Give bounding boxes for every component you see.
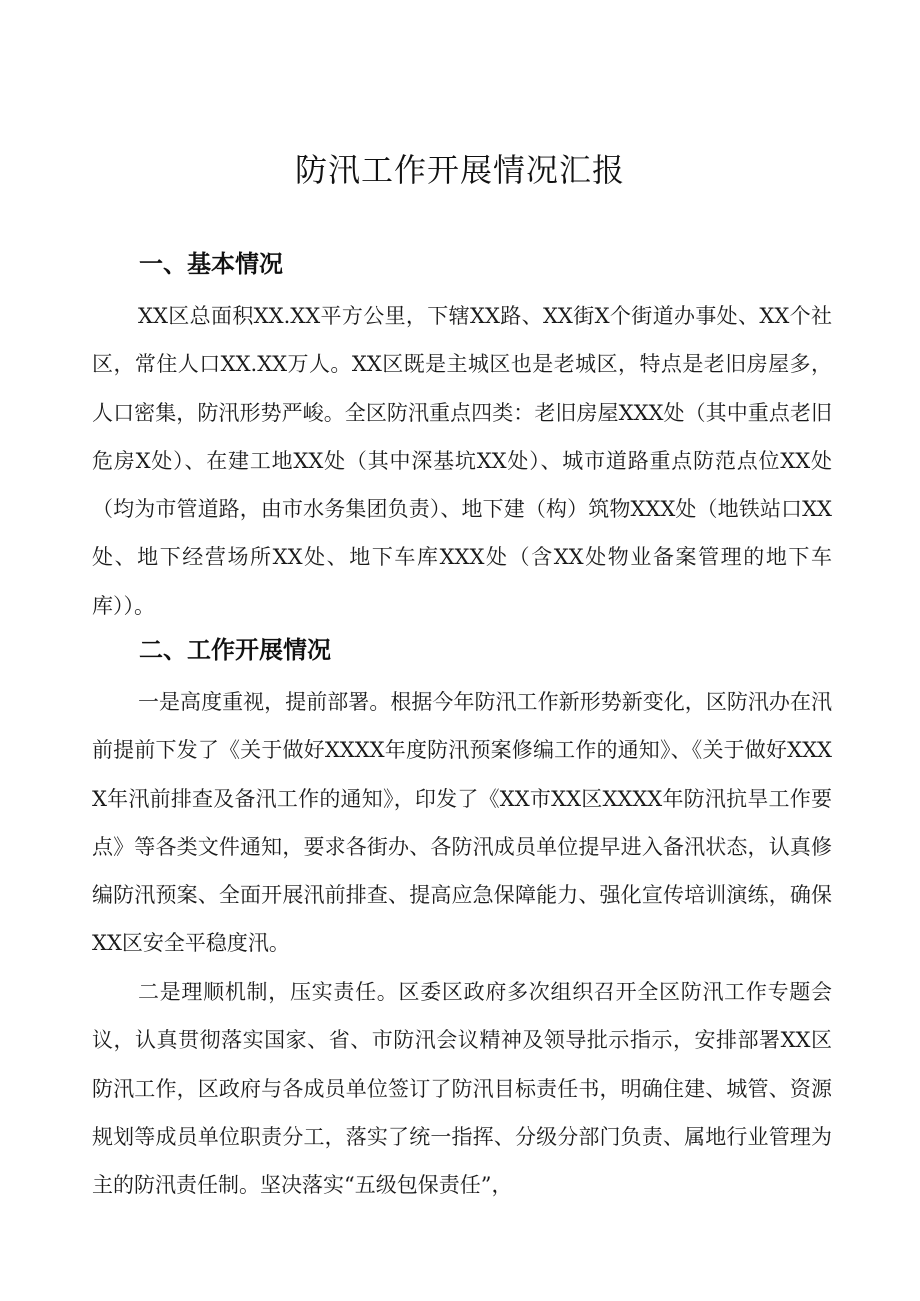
paragraph-high-priority: 一是高度重视，提前部署。根据今年防汛工作新形势新变化，区防汛办在汛前提前下发了《关于做好XXXX年度防汛预案修编工作的通知》、《关于做好XXXX年汛前排查及备汛工作的通知》，印发了《XX市XX区XXXX年防汛抗旱工作要点》等各类文件通知，要求各街办、各防汛成员单位提早进入备汛状态，认真修编防汛预案、全面开展汛前排查、提高应急保障能力、强化宣传培训演练，确保XX区安全平稳度汛。 [92,690,832,956]
paragraph-basic-situation: XX区总面积XX.XX平方公里，下辖XX路、XX街X个街道办事处、XX个社区，常住人口XX.XX万人。XX区既是主城区也是老城区，特点是老旧房屋多，人口密集，防汛形势严峻。全区防汛重点四类：老旧房屋XXX处（其中重点老旧危房X处）、在建工地XX处（其中深基坑XX处）、城市道路重点防范点位XX处（均为市管道路，由市水务集团负责）、地下建（构）筑物XXX处（地铁站口XX处、地下经营场所XX处、地下车库XXX处（含XX处物业备案管理的地下车库））。 [92,304,832,618]
document-title: 防汛工作开展情况汇报 [294,151,625,189]
paragraph-mechanism-responsibility: 二是理顺机制，压实责任。区委区政府多次组织召开全区防汛工作专题会议，认真贯彻落实国家、省、市防汛会议精神及领导批示指示，安排部署XX区防汛工作，区政府与各成员单位签订了防汛目标责任书，明确住建、城管、资源规划等成员单位职责分工，落实了统一指挥、分级分部门负责、属地行业管理为主的防汛责任制。坚决落实“五级包保责任”， [92,980,832,1198]
section-heading-basic-situation: 一、基本情况 [139,250,283,278]
section-heading-work-progress: 二、工作开展情况 [139,636,331,664]
